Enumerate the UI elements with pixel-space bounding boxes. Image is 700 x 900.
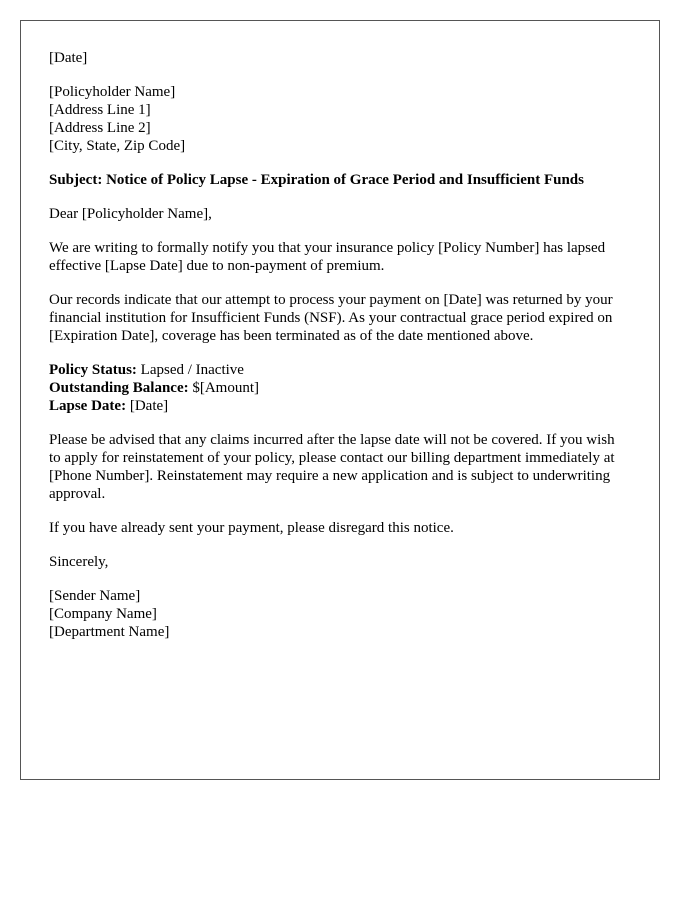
- policy-details-block: [49, 361, 629, 415]
- recipient-city-state-zip: [City, State, Zip Code]: [49, 138, 186, 154]
- recipient-address-line-1: [Address Line 1]: [49, 102, 151, 118]
- recipient-address-line-2: [Address Line 2]: [49, 120, 151, 136]
- letter-salutation: Dear [Policyholder Name],: [49, 206, 212, 222]
- policy-status-value: Lapsed / Inactive: [136, 362, 244, 378]
- policy-status-label: Policy Status:: [49, 362, 137, 378]
- outstanding-balance-label: Outstanding Balance:: [49, 380, 189, 396]
- policy-status-row: [49, 361, 629, 379]
- letter-content: [49, 49, 629, 657]
- sender-department: [Department Name]: [49, 624, 170, 640]
- letter-closing: Sincerely,: [49, 554, 109, 570]
- sender-signature-block: [49, 587, 629, 641]
- sender-name: [Sender Name]: [49, 588, 141, 604]
- recipient-name: [Policyholder Name]: [49, 84, 176, 100]
- letter-paragraph-2: Our records indicate that our attempt to process your payment on [Date] was returned by your financial institution for Insufficient Funds (NSF). As your contractual grace period expired on [Expiration Date], coverage has been terminated as of the date mentioned above.: [49, 292, 613, 344]
- letter-subject: Subject: Notice of Policy Lapse - Expiration of Grace Period and Insufficient Funds: [49, 172, 584, 188]
- letter-page: [20, 20, 660, 780]
- sender-company: [Company Name]: [49, 606, 157, 622]
- outstanding-balance-value: $[Amount]: [188, 380, 260, 396]
- outstanding-balance-row: [49, 379, 629, 397]
- letter-paragraph-4: If you have already sent your payment, please disregard this notice.: [49, 520, 454, 536]
- lapse-date-row: [49, 397, 629, 415]
- recipient-address-block: [49, 83, 629, 155]
- letter-paragraph-3: Please be advised that any claims incurred after the lapse date will not be covered. If you wish to apply for reinstatement of your policy, please contact our billing department immediately at [Phone Number]. Reinstatement may require a new application and is subject to underwriting approval.: [49, 432, 615, 502]
- lapse-date-label: Lapse Date:: [49, 398, 127, 414]
- letter-date: [Date]: [49, 50, 88, 66]
- lapse-date-value: [Date]: [126, 398, 169, 414]
- letter-paragraph-1: We are writing to formally notify you that your insurance policy [Policy Number] has lapsed effective [Lapse Date] due to non-payment of premium.: [49, 240, 606, 274]
